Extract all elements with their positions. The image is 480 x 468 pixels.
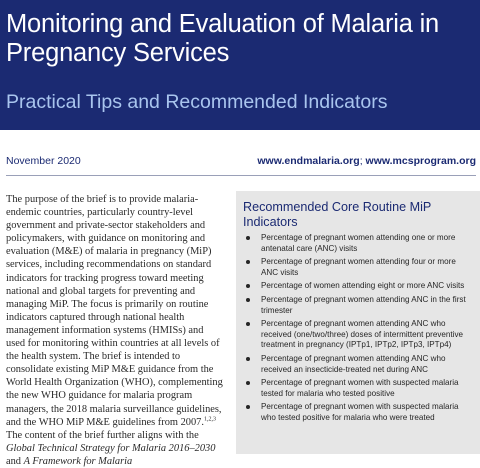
indicator-item — [242, 233, 474, 254]
page-subtitle: Practical Tips and Recommended Indicators — [6, 91, 388, 113]
indicator-item — [242, 295, 474, 316]
indicator-text: Percentage of women attending eight or more ANC visits — [261, 281, 465, 291]
indicator-text: Percentage of pregnant women attending ANC who received an insecticide-treated net during ANC — [261, 353, 446, 374]
indicator-item — [242, 319, 474, 351]
indicator-list — [242, 233, 474, 427]
indicator-item — [242, 281, 474, 292]
indicator-text: Percentage of pregnant women with suspected malaria who tested positive for malaria who were treated — [261, 402, 459, 422]
page-title: Monitoring and Evaluation of Malaria in Pregnancy Services — [6, 10, 440, 67]
indicator-item — [242, 378, 474, 399]
intro-text: The purpose of the brief is to provide malaria-endemic countries, particularly country-level government and private-sector stakeholders and policymakers, with guidance on monitoring and evaluation (M&E) of malaria in pregnancy (MiP) services, including recommendations on standard indicators for tracking progress toward meeting national and global targets for preventing and managing MiP. The focus is primarily on routine indicators captured through national health management information systems (HMISs) and used for monitoring within countries at all levels of the health system. The brief is intended to consolidate existing MiP M&E guidance from the World Health Organization (WHO), complementing the new WHO guidance for malaria program managers, the 2018 malaria surveillance guidelines, and the WHO MiP M&E guidelines from 2007. — [6, 194, 223, 428]
sidebar-title: Recommended Core Routine MiP Indicators — [243, 200, 432, 229]
mcsprogram-link[interactable]: www.mcsprogram.org — [365, 155, 476, 167]
website-links — [257, 155, 476, 167]
reference-superscript: 1,2,3 — [203, 416, 216, 423]
framework-title: A Framework for Malaria — [23, 455, 133, 467]
indicator-text: Percentage of pregnant women with suspected malaria tested for malaria who tested positive — [261, 378, 459, 398]
bullet-icon — [246, 298, 250, 302]
bullet-icon — [246, 322, 250, 326]
indicator-item — [242, 257, 474, 278]
bullet-icon — [246, 381, 250, 385]
indicator-item — [242, 354, 474, 375]
intro-continuation: The content of the brief further aligns with the — [6, 429, 199, 441]
conjunction-text: and — [6, 455, 24, 467]
strategy-title: Global Technical Strategy for Malaria 2016–2030 — [6, 442, 216, 454]
bullet-icon — [246, 260, 250, 264]
bullet-icon — [246, 357, 250, 361]
indicators-sidebar — [236, 191, 480, 454]
endmalaria-link[interactable]: www.endmalaria.org — [257, 155, 360, 167]
publication-date: November 2020 — [6, 155, 81, 167]
indicator-text: Percentage of pregnant women attending ANC in the first trimester — [261, 294, 466, 315]
indicator-text: Percentage of pregnant women attending one or more antenatal care (ANC) visits — [261, 233, 456, 253]
intro-paragraph — [6, 193, 224, 468]
indicator-text: Percentage of pregnant women attending four or more ANC visits — [261, 257, 456, 277]
indicator-item — [242, 402, 474, 423]
bullet-icon — [246, 405, 250, 409]
bullet-icon — [246, 284, 250, 288]
url-separator: ; — [359, 155, 363, 167]
divider — [6, 175, 476, 176]
meta-row — [6, 155, 476, 171]
bullet-icon — [246, 236, 250, 240]
title-banner — [0, 0, 480, 130]
indicator-text: Percentage of pregnant women attending ANC who received (one/two/three) doses of intermittent preventive treatment in pregnancy (IPTp1, IPTp2, IPTp3, IPTp4) — [261, 319, 463, 350]
